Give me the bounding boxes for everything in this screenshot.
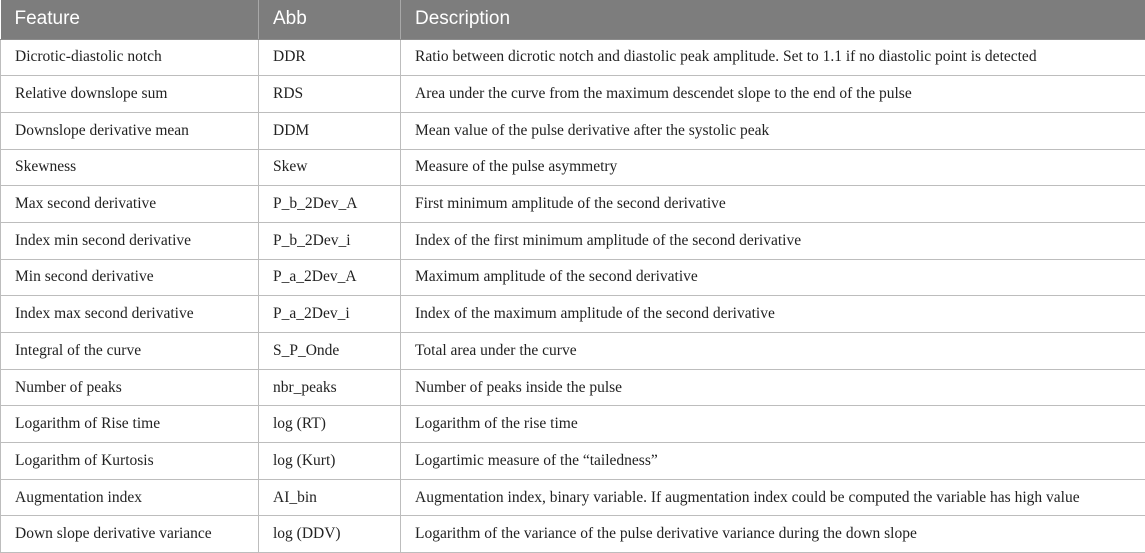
- cell-feature: Index max second derivative: [1, 296, 259, 333]
- cell-feature: Integral of the curve: [1, 333, 259, 370]
- cell-description: Maximum amplitude of the second derivative: [401, 259, 1145, 296]
- cell-description: Logartimic measure of the “tailedness”: [401, 443, 1145, 480]
- cell-description: Number of peaks inside the pulse: [401, 369, 1145, 406]
- cell-abb: DDM: [259, 112, 401, 149]
- cell-description: Index of the first minimum amplitude of the second derivative: [401, 222, 1145, 259]
- table-row: [1, 333, 1145, 370]
- table-row: [1, 479, 1145, 516]
- table-row: [1, 406, 1145, 443]
- table-row: [1, 186, 1145, 223]
- cell-feature: Logarithm of Kurtosis: [1, 443, 259, 480]
- cell-abb: P_b_2Dev_i: [259, 222, 401, 259]
- cell-abb: DDR: [259, 39, 401, 76]
- cell-abb: log (Kurt): [259, 443, 401, 480]
- table-row: [1, 222, 1145, 259]
- cell-feature: Number of peaks: [1, 369, 259, 406]
- table-header: [1, 0, 1145, 39]
- cell-feature: Max second derivative: [1, 186, 259, 223]
- header-row: [1, 0, 1145, 39]
- cell-abb: S_P_Onde: [259, 333, 401, 370]
- table-row: [1, 259, 1145, 296]
- header-abb: Abb: [259, 0, 401, 39]
- table-row: [1, 296, 1145, 333]
- header-feature: Feature: [1, 0, 259, 39]
- cell-feature: Relative downslope sum: [1, 76, 259, 113]
- table-row: [1, 76, 1145, 113]
- table-row: [1, 443, 1145, 480]
- cell-description: Ratio between dicrotic notch and diastolic peak amplitude. Set to 1.1 if no diastolic point is detected: [401, 39, 1145, 76]
- cell-feature: Augmentation index: [1, 479, 259, 516]
- cell-description: Mean value of the pulse derivative after the systolic peak: [401, 112, 1145, 149]
- cell-abb: P_a_2Dev_i: [259, 296, 401, 333]
- table-row: [1, 149, 1145, 186]
- cell-abb: log (DDV): [259, 516, 401, 553]
- cell-feature: Logarithm of Rise time: [1, 406, 259, 443]
- table-row: [1, 516, 1145, 553]
- table-row: [1, 112, 1145, 149]
- cell-description: Total area under the curve: [401, 333, 1145, 370]
- cell-abb: log (RT): [259, 406, 401, 443]
- cell-feature: Skewness: [1, 149, 259, 186]
- cell-abb: Skew: [259, 149, 401, 186]
- cell-description: Area under the curve from the maximum descendet slope to the end of the pulse: [401, 76, 1145, 113]
- cell-feature: Index min second derivative: [1, 222, 259, 259]
- cell-description: Measure of the pulse asymmetry: [401, 149, 1145, 186]
- cell-abb: P_a_2Dev_A: [259, 259, 401, 296]
- cell-feature: Downslope derivative mean: [1, 112, 259, 149]
- cell-feature: Dicrotic-diastolic notch: [1, 39, 259, 76]
- cell-description: First minimum amplitude of the second derivative: [401, 186, 1145, 223]
- table-body: [1, 39, 1145, 553]
- table-row: [1, 39, 1145, 76]
- cell-feature: Down slope derivative variance: [1, 516, 259, 553]
- cell-description: Index of the maximum amplitude of the second derivative: [401, 296, 1145, 333]
- cell-description: Logarithm of the variance of the pulse derivative variance during the down slope: [401, 516, 1145, 553]
- cell-abb: P_b_2Dev_A: [259, 186, 401, 223]
- cell-description: Augmentation index, binary variable. If augmentation index could be computed the variable has high value: [401, 479, 1145, 516]
- table-row: [1, 369, 1145, 406]
- cell-abb: RDS: [259, 76, 401, 113]
- cell-feature: Min second derivative: [1, 259, 259, 296]
- cell-description: Logarithm of the rise time: [401, 406, 1145, 443]
- cell-abb: AI_bin: [259, 479, 401, 516]
- header-description: Description: [401, 0, 1145, 39]
- cell-abb: nbr_peaks: [259, 369, 401, 406]
